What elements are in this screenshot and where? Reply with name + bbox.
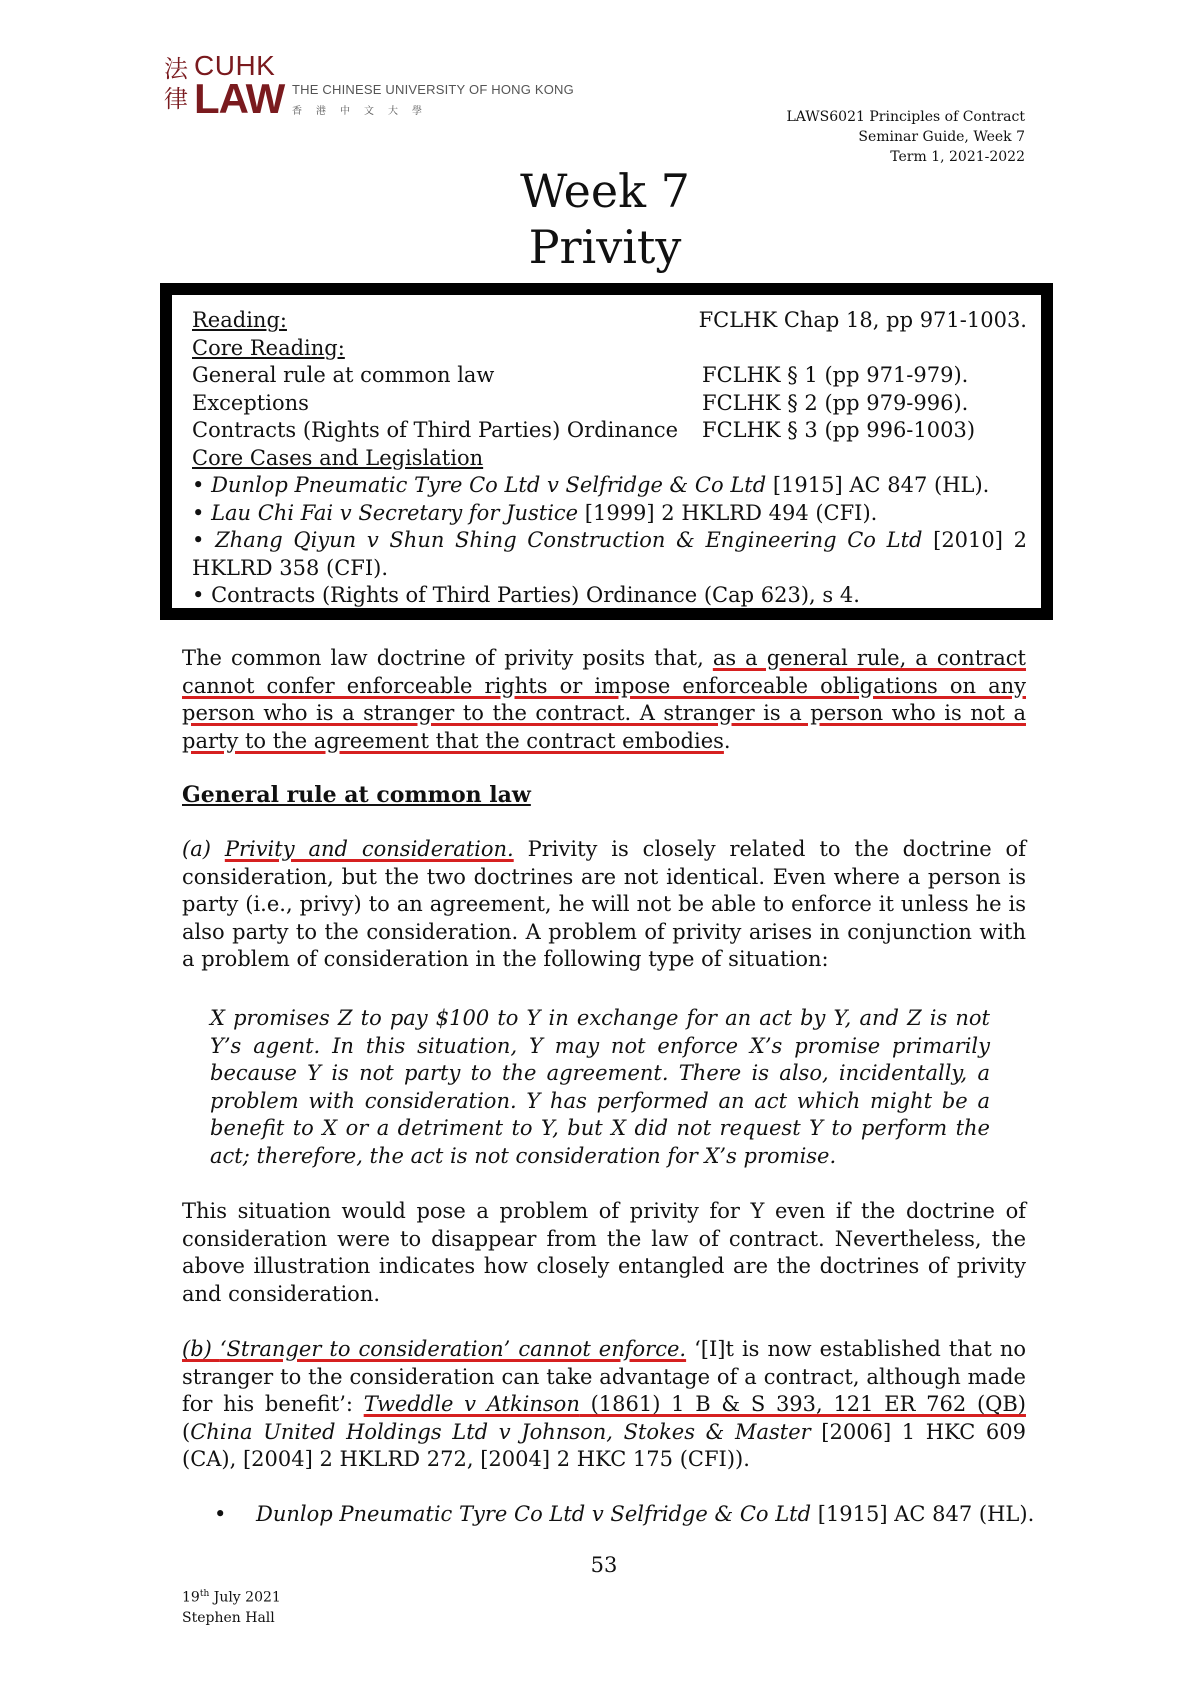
case-name: Lau Chi Fai v Secretary for Justice bbox=[211, 500, 579, 525]
logo-university-name-chinese: 香港中文大學 bbox=[292, 106, 436, 117]
bullet-marker: • bbox=[192, 528, 205, 552]
core-case-item bbox=[192, 472, 1027, 500]
legislation-text: Contracts (Rights of Third Parties) Ordinance (Cap 623), s 4. bbox=[211, 583, 860, 607]
reading-label: Reading: bbox=[192, 308, 287, 332]
intro-paragraph bbox=[182, 645, 1026, 755]
case-name: Tweddle v Atkinson bbox=[363, 1392, 580, 1416]
page-title bbox=[0, 163, 1200, 275]
title-topic: Privity bbox=[528, 220, 682, 274]
core-reading-topic: Exceptions bbox=[192, 390, 309, 415]
case-name: Zhang Qiyun v Shun Shing Construction & Engineering Co Ltd bbox=[215, 528, 923, 552]
course-info bbox=[786, 107, 1025, 167]
core-reading-ref: FCLHK § 2 (pp 979-996). bbox=[702, 390, 969, 415]
case-name: China United Holdings Ltd v Johnson, Stokes & Master bbox=[190, 1419, 811, 1444]
case-name: Dunlop Pneumatic Tyre Co Ltd v Selfridge & Co Ltd bbox=[256, 1502, 812, 1526]
core-case-item bbox=[192, 527, 1027, 555]
case-citation-continued: HKLRD 358 (CFI). bbox=[192, 555, 389, 580]
date-suffix: th bbox=[199, 1589, 210, 1599]
case-citation: [1999] 2 HKLRD 494 (CFI). bbox=[578, 500, 878, 525]
paragraph-text: ‘[I]t is now established that no stranger to the consideration can take advantage of a contract, although made for his benefit’: bbox=[182, 1337, 1026, 1416]
intro-lead: The common law doctrine of privity posits that, bbox=[182, 646, 713, 670]
paragraph-label: (a) bbox=[182, 837, 225, 861]
reading-reference: FCLHK Chap 18, pp 971-1003. bbox=[698, 308, 1027, 332]
core-cases-label: Core Cases and Legislation bbox=[192, 445, 484, 470]
course-guide: Seminar Guide, Week 7 bbox=[858, 129, 1025, 145]
core-reading-label: Core Reading: bbox=[192, 335, 345, 360]
case-citation: [1915] AC 847 (HL). bbox=[766, 473, 990, 497]
logo-university-name: THE CHINESE UNIVERSITY OF HONG KONG bbox=[292, 82, 574, 97]
core-reading-ref: FCLHK § 1 (pp 971-979). bbox=[702, 363, 969, 387]
reading-box bbox=[160, 283, 1053, 620]
case-citation: [1915] AC 847 (HL). bbox=[811, 1502, 1035, 1526]
core-reading-row bbox=[192, 362, 1027, 390]
intro-end: . bbox=[723, 728, 731, 753]
page-number: 53 bbox=[590, 1553, 618, 1577]
bullet-marker: • bbox=[192, 583, 205, 607]
core-reading-ref: FCLHK § 3 (pp 996-1003) bbox=[702, 418, 976, 442]
footer-author: Stephen Hall bbox=[182, 1609, 275, 1626]
bullet-marker: • bbox=[192, 473, 205, 497]
reading-row bbox=[192, 307, 1027, 335]
paren: ( bbox=[182, 1419, 191, 1444]
core-reading-row bbox=[192, 390, 1027, 418]
paragraph-label: (b) bbox=[182, 1337, 220, 1361]
date-day: 19 bbox=[182, 1589, 200, 1606]
logo-law-text: LAW bbox=[194, 75, 285, 122]
logo-chinese-characters: 法律 bbox=[164, 55, 188, 113]
case-name: Dunlop Pneumatic Tyre Co Ltd v Selfridge & Co Ltd bbox=[211, 473, 767, 497]
core-case-item bbox=[192, 500, 1027, 528]
core-reading-topic: Contracts (Rights of Third Parties) Ordinance bbox=[192, 418, 679, 442]
footer-date bbox=[182, 1584, 281, 1608]
cuhk-law-logo bbox=[164, 50, 584, 122]
bullet-marker: • bbox=[192, 500, 205, 525]
paragraph-text: Privity is closely related to the doctrine of consideration, but the two doctrines are not identical. Even where a person is party (i.e., privy) to an agreement, he will not be able to enforce it unless he is also party to the consideration. A problem of privity arises in conjunction with a problem of consideration in the following type of situation: bbox=[182, 837, 1026, 971]
paragraph-title: ‘Stranger to consideration’ cannot enforce. bbox=[219, 1337, 687, 1361]
bullet-text bbox=[256, 1500, 1034, 1528]
case-citation: [2006] 1 HKC 609 (CA), [2004] 2 HKLRD 272, [2004] 2 HKC 175 (CFI)). bbox=[182, 1419, 1026, 1471]
paragraph-title: Privity and consideration. bbox=[224, 837, 514, 861]
illustration-quote: X promises Z to pay $100 to Y in exchange for an act by Y, and Z is not Y’s agent. In this situation, Y may not enforce X’s promise primarily because Y is not party to the agreement. There is also, incidentally, a problem with consideration. Y has performed an act which might be a benefit to X or a detriment to Y, but X did not request Y to perform the act; therefore, the act is not consideration for X’s promise. bbox=[210, 1006, 990, 1168]
course-code: LAWS6021 Principles of Contract bbox=[786, 109, 1025, 125]
paragraph-b bbox=[182, 1336, 1026, 1474]
intro-underlined-text: as a general rule, a contract cannot confer enforceable rights or impose enforceable obligations on any person who is a stranger to the contract. A stranger is a person who is not a party to the agreement that the contract embodies bbox=[182, 646, 1027, 753]
paragraph-a bbox=[182, 836, 1026, 974]
title-week: Week 7 bbox=[520, 164, 690, 218]
date-rest: July 2021 bbox=[209, 1589, 281, 1606]
footer bbox=[182, 1584, 281, 1628]
course-term: Term 1, 2021-2022 bbox=[890, 149, 1025, 165]
logo-cuhk-text: CUHK bbox=[194, 50, 276, 81]
core-legislation-item bbox=[192, 582, 1027, 610]
core-reading-topic: General rule at common law bbox=[192, 363, 495, 387]
situation-paragraph: This situation would pose a problem of privity for Y even if the doctrine of consideration were to disappear from the law of contract. Nevertheless, the above illustration indicates how closely entangled are the doctrines of privity and consideration. bbox=[182, 1199, 1026, 1306]
section-heading: General rule at common law bbox=[182, 782, 531, 808]
bullet-marker: • bbox=[214, 1502, 227, 1526]
core-reading-row bbox=[192, 417, 1027, 445]
case-citation: (1861) 1 B & S 393, 121 ER 762 (QB) bbox=[579, 1392, 1026, 1416]
case-citation: [2010] 2 bbox=[922, 528, 1027, 552]
